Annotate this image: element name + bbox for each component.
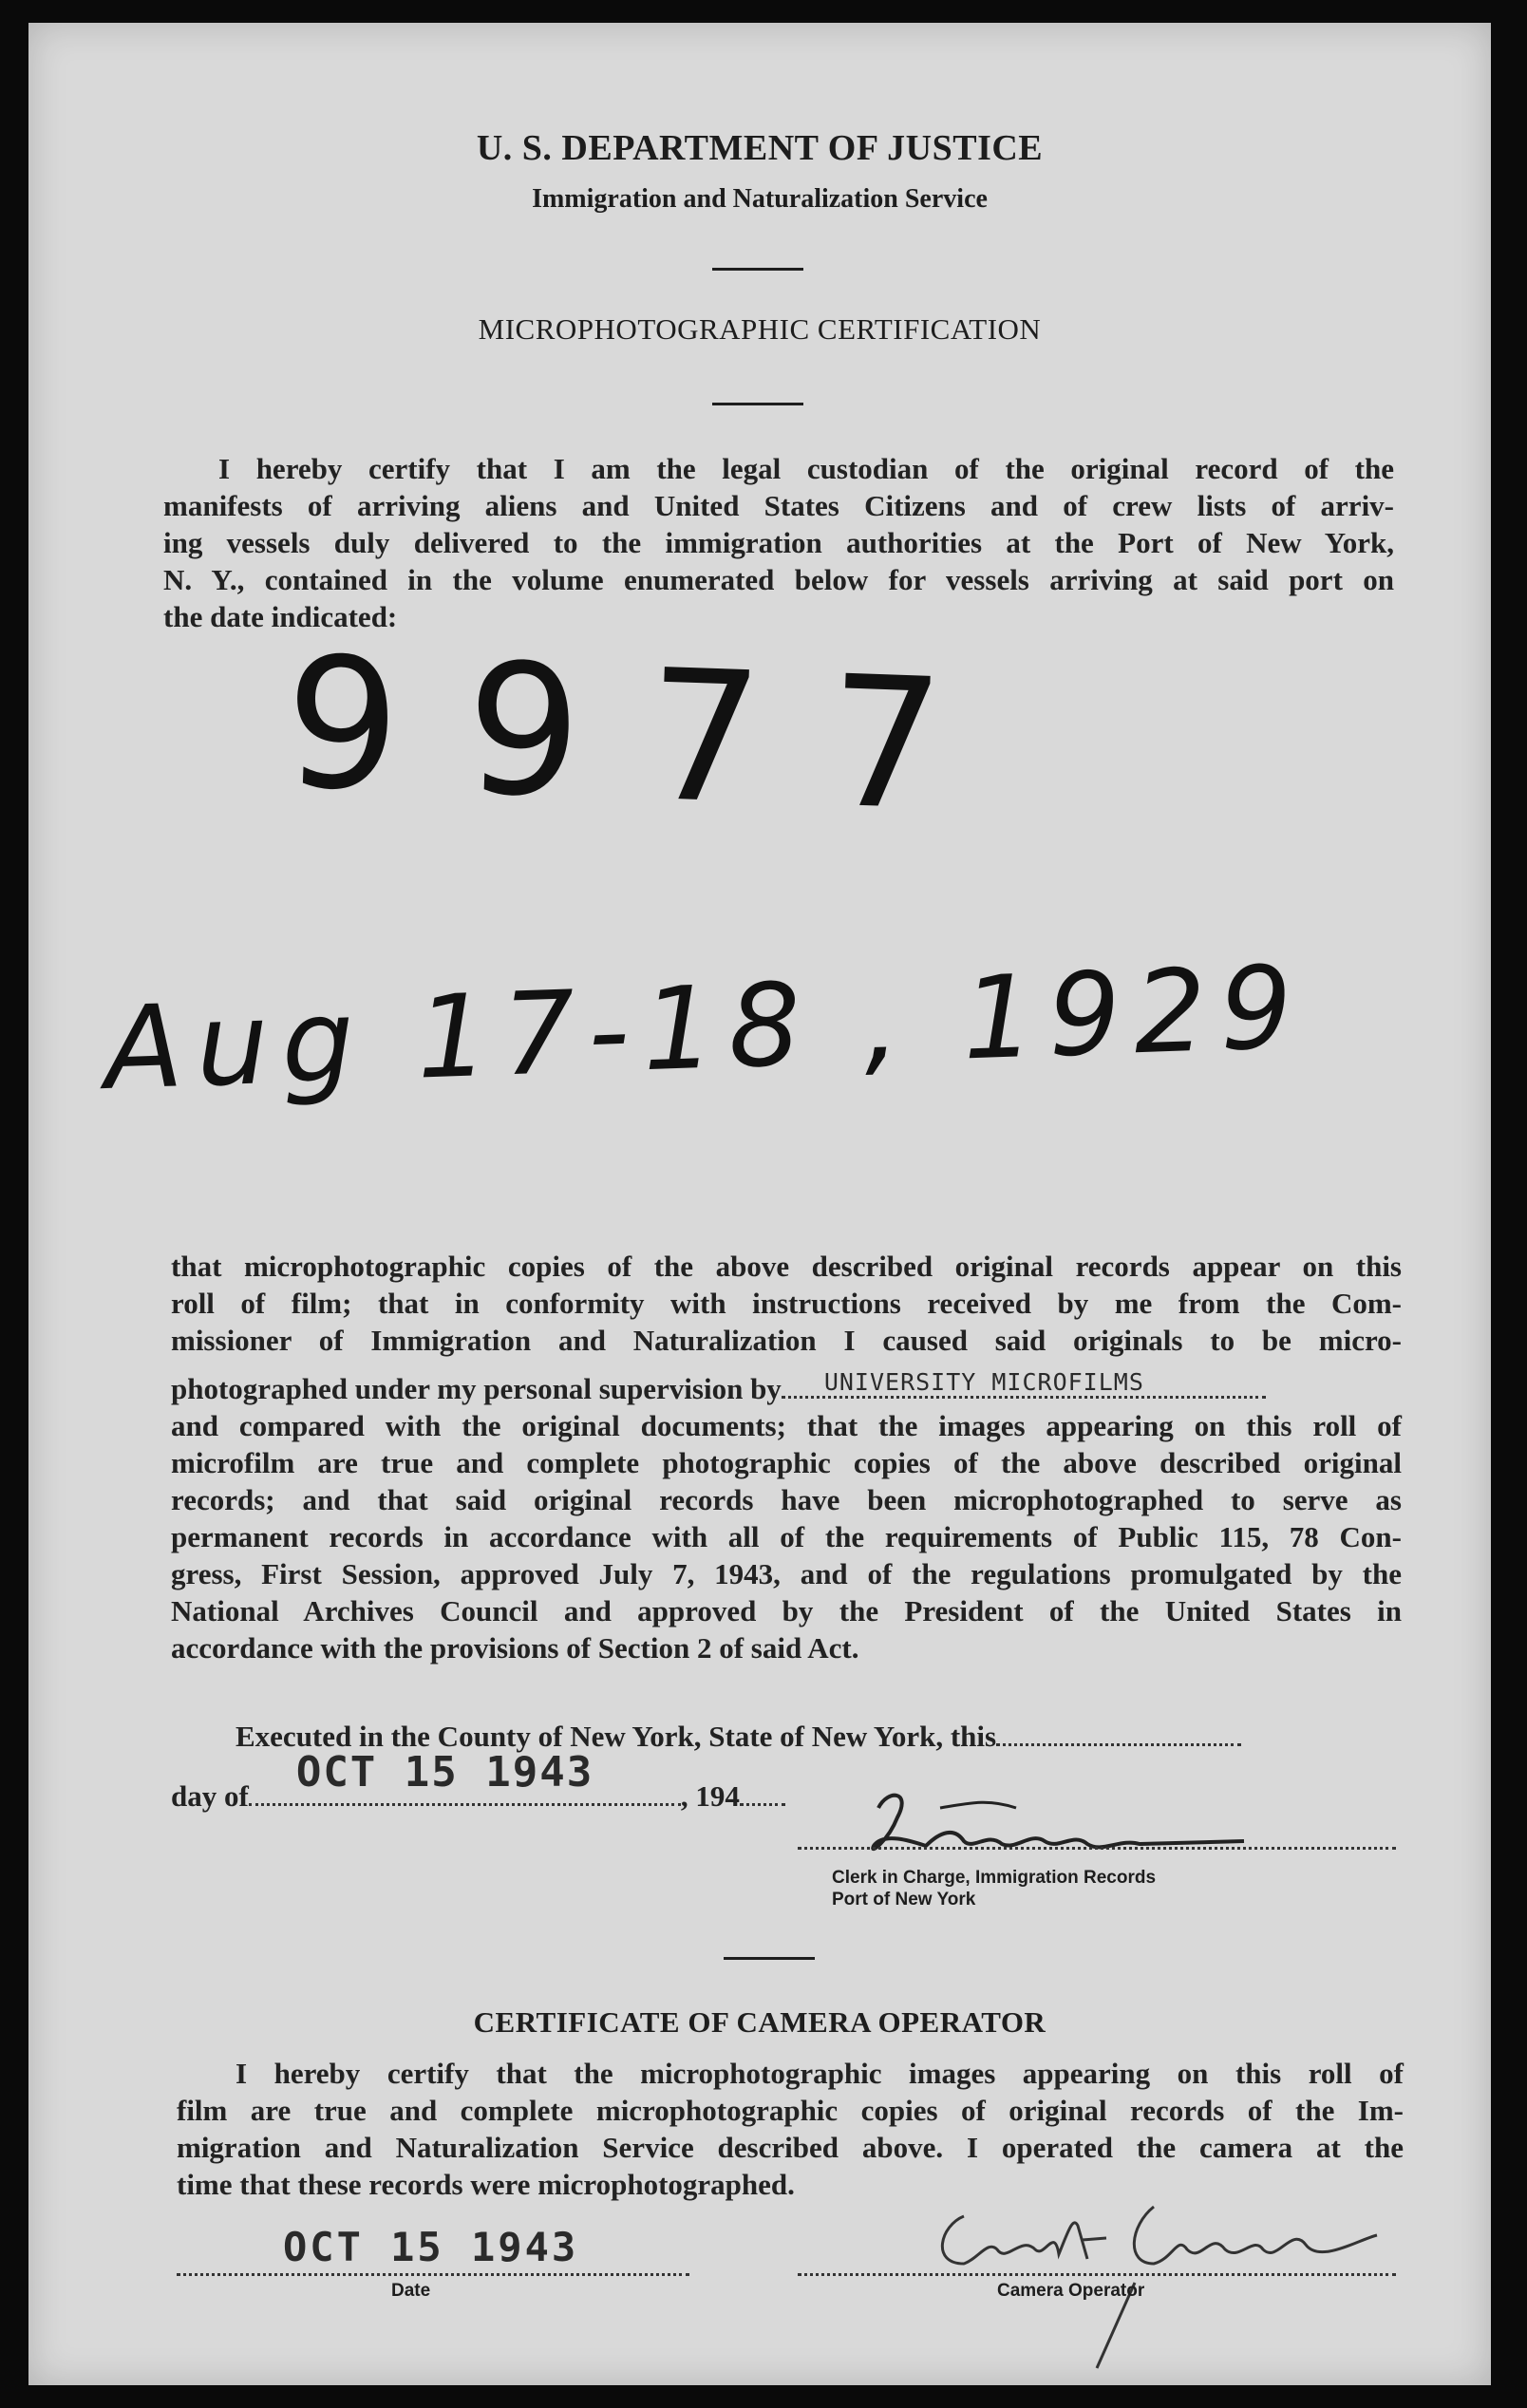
- camera-date-stamp: OCT 15 1943: [283, 2224, 579, 2270]
- department-heading: U. S. DEPARTMENT OF JUSTICE: [476, 128, 1044, 168]
- clerk-signature-line: [798, 1846, 1396, 1850]
- body-line: and compared with the original documents; that the images appearing on this roll of: [171, 1409, 1402, 1442]
- intro-line: manifests of arriving aliens and United States Citizens and of crew lists of arriv-: [163, 489, 1394, 522]
- body-line: records; and that said original records have been microphotographed to serve as: [171, 1483, 1402, 1516]
- body-line: permanent records in accordance with all of the requirements of Public 115, 78 Con-: [171, 1520, 1402, 1553]
- camera-line: time that these records were microphotographed.: [177, 2168, 795, 2201]
- body-line: accordance with the provisions of Section 2 of said Act.: [171, 1631, 859, 1665]
- camera-line: film are true and complete microphotographic copies of original records of the Im-: [177, 2094, 1404, 2127]
- year-prefix: , 194: [680, 1779, 740, 1813]
- supervisor-stamp: UNIVERSITY MICROFILMS: [823, 1368, 1144, 1396]
- date-dotted-line: [177, 2256, 689, 2276]
- handwritten-volume-number: 9977: [281, 617, 1014, 854]
- intro-line: ing vessels duly delivered to the immigration authorities at the Port of New York,: [163, 526, 1394, 559]
- intro-line: N. Y., contained in the volume enumerated below for vessels arriving at said port on: [163, 563, 1394, 596]
- service-subheading: Immigration and Naturalization Service: [532, 184, 988, 214]
- clerk-port: Port of New York: [832, 1890, 976, 1909]
- body-line: that microphotographic copies of the above described original records appear on this: [171, 1250, 1402, 1283]
- clerk-title: Clerk in Charge, Immigration Records: [832, 1868, 1157, 1888]
- camera-certificate-title: CERTIFICATE OF CAMERA OPERATOR: [473, 2005, 1046, 2039]
- day-of-label: day of: [171, 1779, 249, 1813]
- divider-bottom: [724, 1957, 815, 1960]
- date-label: Date: [391, 2281, 431, 2301]
- camera-line: I hereby certify that the microphotographic images appearing on this roll of: [236, 2057, 1404, 2090]
- clerk-signature-stroke: [940, 1802, 1016, 1808]
- certificate-page: [28, 23, 1491, 2385]
- clerk-signature: [873, 1796, 1244, 1849]
- camera-line: migration and Naturalization Service described above. I operated the camera at the: [177, 2131, 1404, 2164]
- intro-line: I hereby certify that I am the legal custodian of the original record of the: [218, 452, 1394, 485]
- operator-label: Camera Operator: [997, 2281, 1145, 2301]
- day-of-stamp: OCT 15 1943: [295, 1748, 594, 1797]
- certification-title: MICROPHOTOGRAPHIC CERTIFICATION: [478, 312, 1042, 346]
- body-line: gress, First Session, approved July 7, 1943, and of the regulations promulgated by the: [171, 1557, 1402, 1590]
- executed-text: Executed in the County of New York, State of New York, this: [236, 1720, 997, 1753]
- operator-dotted-line: [798, 2256, 1396, 2276]
- body-line: National Archives Council and approved by the President of the United States in: [171, 1594, 1402, 1627]
- camera-paragraph: [177, 2055, 1404, 2203]
- intro-line: the date indicated:: [163, 600, 398, 633]
- body-line: missioner of Immigration and Naturalization I caused said originals to be micro-: [171, 1324, 1402, 1357]
- supervision-prefix: photographed under my personal supervision by: [171, 1372, 782, 1405]
- handwritten-date-range: Aug 17-18 , 1929: [102, 941, 1309, 1117]
- body-line: microfilm are true and complete photographic copies of the above described original: [171, 1446, 1402, 1479]
- body-line: roll of film; that in conformity with instructions received by me from the Com-: [171, 1287, 1402, 1320]
